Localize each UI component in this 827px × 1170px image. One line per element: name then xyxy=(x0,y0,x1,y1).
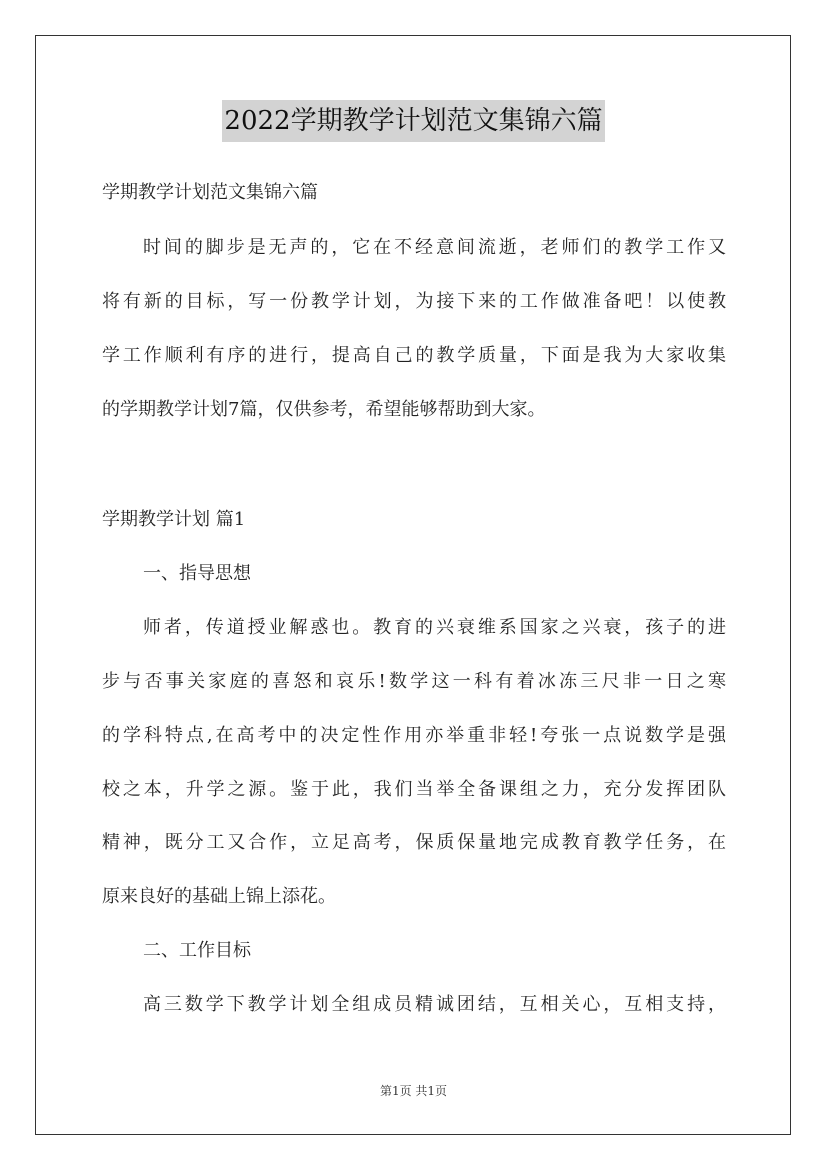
section-heading: 学期教学计划 篇1 xyxy=(102,509,246,530)
intro-line-3: 学工作顺利有序的进行，提高自己的教学质量，下面是我为大家收集 xyxy=(102,345,726,366)
document-title: 2022学期教学计划范文集锦六篇 xyxy=(222,100,604,142)
heading-work-goals: 二、工作目标 xyxy=(143,940,251,961)
intro-line-4: 的学期教学计划7篇，仅供参考，希望能够帮助到大家。 xyxy=(102,399,546,420)
para1-line-3: 的学科特点,在高考中的决定性作用亦举重非轻!夸张一点说数学是强 xyxy=(102,725,726,746)
heading-guiding-ideology: 一、指导思想 xyxy=(143,563,251,584)
intro-line-1: 时间的脚步是无声的，它在不经意间流逝，老师们的教学工作又 xyxy=(143,237,726,258)
intro-line-2: 将有新的目标，写一份教学计划，为接下来的工作做准备吧！以使教 xyxy=(102,291,726,312)
para1-line-2: 步与否事关家庭的喜怒和哀乐!数学这一科有着冰冻三尺非一日之寒 xyxy=(102,671,726,692)
document-subtitle: 学期教学计划范文集锦六篇 xyxy=(102,182,318,203)
page-footer: 第1页 共1页 xyxy=(379,1084,448,1098)
para1-line-5: 精神，既分工又合作，立足高考，保质保量地完成教育教学任务，在 xyxy=(102,832,726,853)
para1-line-1: 师者，传道授业解惑也。教育的兴衰维系国家之兴衰，孩子的进 xyxy=(143,617,726,638)
para2-line-1: 高三数学下教学计划全组成员精诚团结，互相关心，互相支持， xyxy=(143,994,726,1015)
para1-line-4: 校之本，升学之源。鉴于此，我们当举全备课组之力，充分发挥团队 xyxy=(102,779,726,800)
para1-line-6: 原来良好的基础上锦上添花。 xyxy=(102,886,336,907)
title-container xyxy=(0,100,827,142)
